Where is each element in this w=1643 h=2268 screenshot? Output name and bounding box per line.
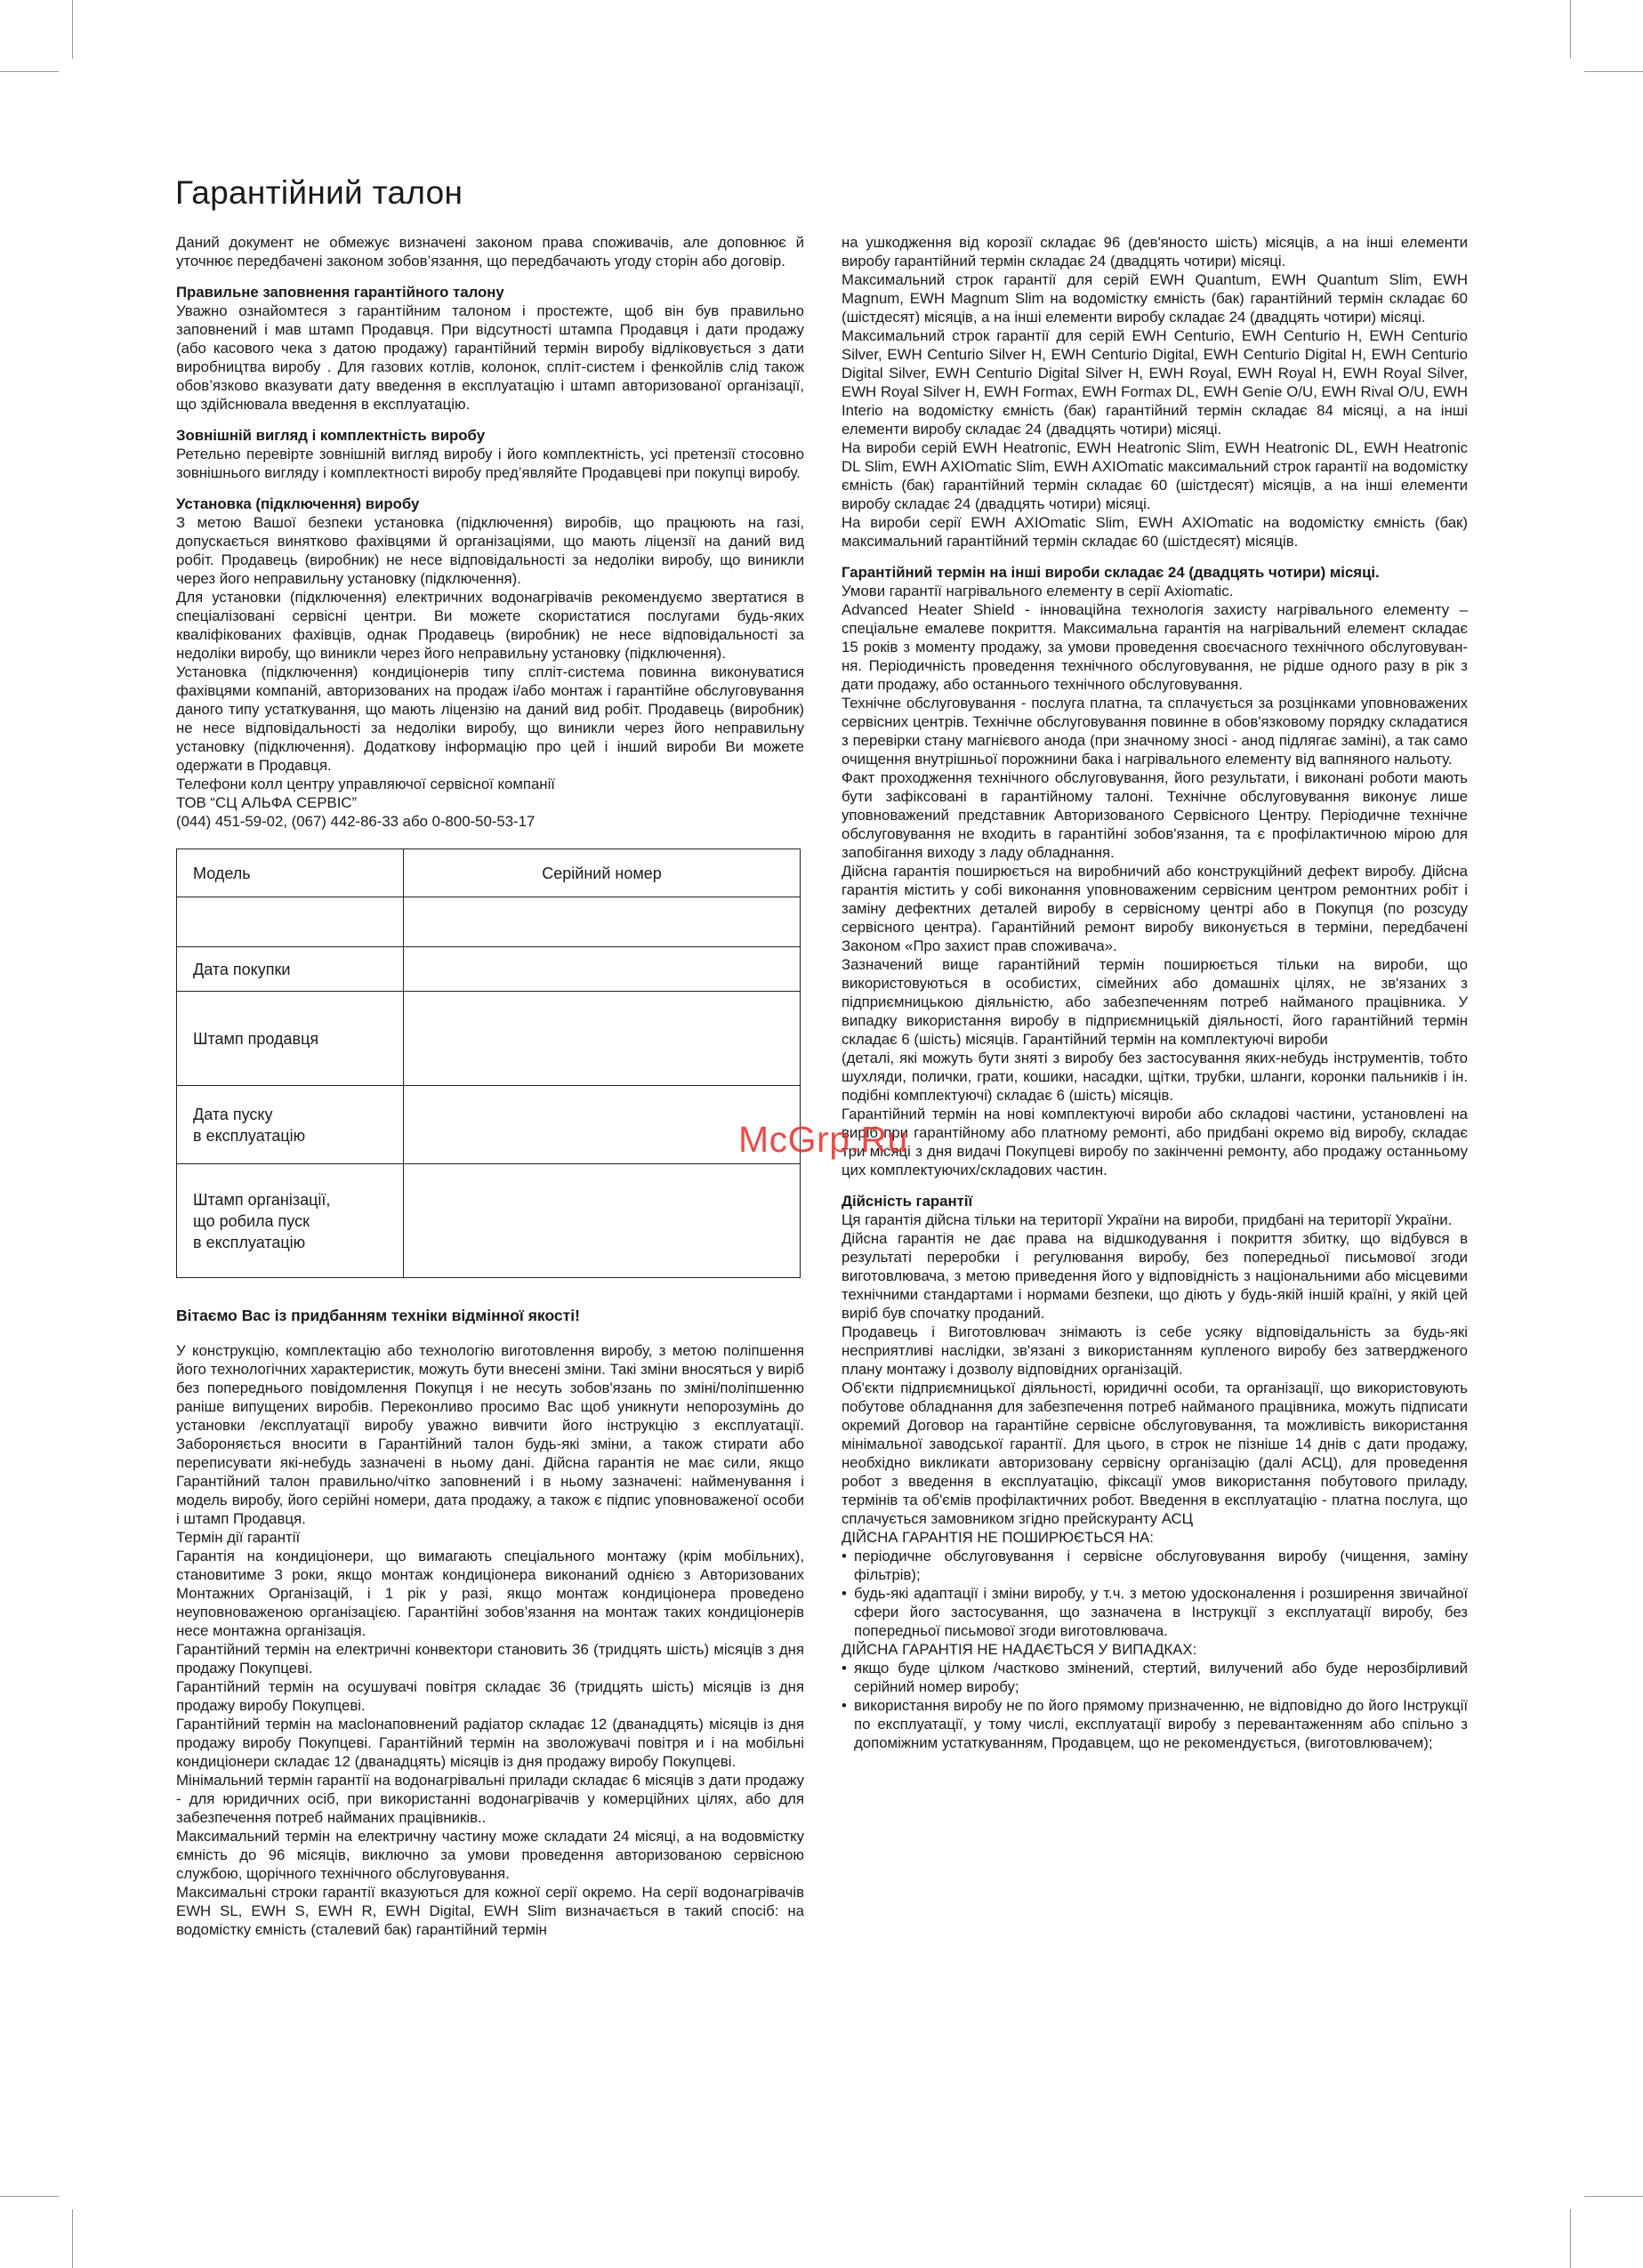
paragraph: У конструкцію, комплектацію або технологію виготовлення виробу, з метою поліпшення його технологічних характеристик, можуть бути внесені зміни. Такі зміни вносяться у виріб без попереднього повідомлення Покупця і не несуть зобов'язань по зміні/поліпшенню раніше випущених виробів. Переконливо просимо Вас щоб уникнути непорозумінь до установки /експлуатації виробу уважно вивчити його інструкцію з експлуатації. Забороняється вносити в Гарантійний талон будь-які зміни, а також стирати або переписувати які-небудь зазначені в ньому дані. Дійсна гарантія не має сили, якщо Гарантійний талон правильно/чітко заповнений і в ньому зазначені: найменування і модель виробу, його серійні номери, дата продажу, а також є підпис уповноваженої особи і штамп Продавця. xyxy=(176,1342,804,1527)
phone-line: Телефони колл центру управляючої сервісної компанії xyxy=(176,776,555,792)
paragraph: Гарантійний термін на масlонаповнений радіатор складає 12 (дванадцять) місяців із дня продажу виробу Покупцеві. Гарантійний термін на зволожувачі повітря и і на мобільні кондиціонери складає 12 (дванадцять) місяців із дня продажу виробу Покупцеві. xyxy=(176,1716,804,1770)
paragraph: Ретельно перевірте зовнішній вигляд виробу і його комплектність, усі претензії стосовно зовнішнього вигляду і комплектності виробу пред’являйте Продавцеві при покупці виробу. xyxy=(176,446,804,481)
crop-mark xyxy=(0,71,59,72)
purchase-date-field[interactable] xyxy=(404,947,801,992)
section-heading: Установка (підключення) виробу xyxy=(176,495,420,512)
list-item: • будь-які адаптації і зміни виробу, у т.ч. з метою удосконалення і розширення звичайної сфери його застосування, що зазначена в Інструкції з експлуатації виробу, без попередньої письмової згоди виготовлювача. xyxy=(842,1584,1468,1640)
org-stamp-label-line: що робила пуск xyxy=(193,1211,310,1230)
section-heading: Дійсність гарантії xyxy=(842,1193,973,1210)
paragraph: Уважно ознайомтеся з гарантійним талоном і простежте, щоб він був правильно заповнений і мав штамп Продавця. При відсутності штампа Продавця і дати продажу (або касового чека з датою продажу) гарантійний термін виробу відліковується з дати виробництва виробу . Для газових котлів, колонок, спліт-систем і фенкойлів слід також обов’язково вказувати дату введення в експлуатацію і штамп авторизованої організації, що здійснювала введення в експлуатацію. xyxy=(176,302,804,413)
crop-mark xyxy=(72,2209,73,2268)
paragraph: на ушкодження від корозії складає 96 (дев'яносто шість) місяців, а на інші елементи виробу гарантійний термін складає 24 (двадцять чотири) місяці. xyxy=(842,234,1468,269)
paragraph: Гарантія на кондиціонери, що вимагають спеціального монтажу (крім мобільних), становитиме 3 роки, якщо монтаж кондиціонера виконаний однією з Авторизованих Монтажних Організацій, і 1 рік у разі, якщо монтаж кондиціонера проведено неуповноваженою організацією. Гарантійні зобов’язання на монтаж таких кондиціонерів несе монтажна організація. xyxy=(176,1548,804,1639)
paragraph: Об'єкти підприємницької діяльності, юридичні особи, та організації, що використовують побутове обладнання для забезпечення потреб найманого працівника, можуть підписати окремий Договор на гарантійне сервісне обслуговування, та можливість використання мінімальної заводської гарантії. Для цього, в строк не пізніше 14 днів с дати продажу, необхідно викликати авторизовану сервісну організацію (далі АСЦ), для проведення робот з введення в експлуатацію, фіксації умов використання побутового приладу, термінів та об'ємів профілактичних робот. Введення в експлуатацію - платна послуга, що сплачується замовником згідно прейскуранту АСЦ xyxy=(842,1379,1468,1527)
paragraph: На вироби серій EWH Heatronic, EWH Heatronic Slim, EWH Heatronic DL, EWH Heatronic DL Slim, EWH AXIOmatic Slim, EWH AXIOmatic максимальний строк гарантії на водомістку ємність (бак) гарантійний термін складає 60 (шістдесят) місяців, а на інші елементи виробу складає 24 (двадцять чотири) місяці. xyxy=(842,439,1468,512)
intro-paragraph: Даний документ не обмежує визначені законом права споживачів, але доповнює й уточнює передбачені законом зобов’язання, що передбачають угоду сторін або договір. xyxy=(176,234,804,269)
crop-mark xyxy=(1584,2196,1643,2197)
paragraph: Максимальний строк гарантії для серій EWH Centurio, EWH Centurio H, EWH Centurio Silver, EWH Centurio Silver H, EWH Centurio Digital, EWH Centurio Digital H, EWH Centurio Digital Silver, EWH Centurio Digital Silver H, EWH Royal, EWH Royal H, EWH Royal Silver, EWH Royal Silver H, EWH Formax, EWH Formax DL, EWH Genie O/U, EWH Rival O/U, EWH Interio на водомістку ємність (бак) гарантійний термін складає 84 місяці, а на інші елементи виробу складає 24 (двадцять чотири) місяці. xyxy=(842,327,1468,438)
section-heading: Правильне заповнення гарантійного талону xyxy=(176,284,504,301)
term-heading: Термін дії гарантії xyxy=(176,1529,301,1546)
paragraph: Максимальний термін на електричну частину може складати 24 місяці, а на водовмістку ємність до 96 місяців, виключно за умови проведення авторизованою сервісною службою, щорічного технічного обслуговування. xyxy=(176,1828,804,1882)
serial-label: Серійний номер xyxy=(404,849,801,897)
purchase-date-label: Дата покупки xyxy=(177,947,404,992)
paragraph: Умови гарантії нагрівального елементу в серії Axiomatic. xyxy=(842,583,1234,599)
page-title: Гарантійний талон xyxy=(175,174,463,211)
crop-mark xyxy=(1570,0,1571,59)
seller-stamp-field[interactable] xyxy=(404,992,801,1086)
paragraph: Зазначений вище гарантійний термін поширюється тільки на вироби, що використовуються в особистих, сімейних або домашніх цілях, не зв'язаних з підприємницькою діяльністю, або забезпеченням потреб найманого працівника. У випадку використання виробу в підприємницькій діяльності, його гарантійний термін складає 6 (шість) місяців. Гарантійний термін на комплектуючі вироби xyxy=(842,956,1468,1048)
paragraph: Гарантійний термін на осушувачі повітря складає 36 (тридцять шість) місяців із дня продажу виробу Покупцеві. xyxy=(176,1678,804,1714)
org-stamp-field[interactable] xyxy=(404,1164,801,1278)
paragraph: Advanced Heater Shield - інноваційна технологія захисту нагрівального елементу – спеціальне емалеве покриття. Максимальна гарантія на нагрівальний елемент складає 15 років з моменту продажу, за умови проведення своєчасного технічного обслуговуван- ня. Періодичність проведення технічного обслуговування, не рідше одного разу в рік з дати продажу, або останнього технічного обслуговування. xyxy=(842,601,1468,693)
paragraph: Гарантійний термін на електричні конвектори становить 36 (тридцять шість) місяців з дня продажу Покупцеві. xyxy=(176,1641,804,1677)
section-heading: Зовнішній вигляд і комплектність виробу xyxy=(176,427,486,444)
paragraph: Мінімальний термін гарантії на водонагрівальні прилади складає 6 місяців з дати продажу - для юридичних осіб, при використанні водонагрівачів у комерційних цілях, або для забезпечення потреб найманих працівників.. xyxy=(176,1772,804,1826)
not-given-list xyxy=(842,1659,1468,1752)
crop-mark xyxy=(0,2196,59,2197)
paragraph: Факт проходження технічного обслуговування, його результати, і виконані роботи мають бути зафіксовані в гарантійному талоні. Технічне обслуговування виконує лише уповноважений представник Авторизованого Сервісного Центру. Періодичне технічне обслуговування не входить в гарантійні зобов'язання, та є профілактичною мірою для запобігання виходу з ладу обладнання. xyxy=(842,769,1468,861)
paragraph: Максимальний строк гарантії для серій EWH Quantum, EWH Quantum Slim, EWH Magnum, EWH Magnum Slim на водомістку ємність (бак) гарантійний термін складає 60 (шістдесят) місяців, а на інші елементи виробу складає 24 (двадцять чотири) місяці. xyxy=(842,271,1468,326)
start-date-label-line: Дата пуску xyxy=(193,1105,273,1123)
org-stamp-label-line: в експлуатацію xyxy=(193,1233,306,1251)
paragraph: Установка (підключення) кондиціонерів типу спліт-система повинна виконуватися фахівцями компаній, авторизованих на продаж і/або монтаж і гарантійне обслуговування даного типу устаткування, що мають ліцензію на даний вид робіт. Продавець (виробник) не несе відповідальності за недоліки виробу, що виникли через його неправильну установку (підключення). Додаткову інформацію про цей і інший вироби Ви можете одержати в Продавця. xyxy=(176,664,804,774)
paragraph: Технічне обслуговування - послуга платна, та сплачується за розцінками уповноважених сервісних центрів. Технічне обслуговування повинне в обов'язковому порядку складатися з перевірки стану магнієвого анода (при значному зносі - анод підлягає заміні), а так само очищення внутрішньої порожнини бака і нагрівального елементу від вапняного нальоту. xyxy=(842,695,1468,768)
crop-mark xyxy=(1570,2209,1571,2268)
phone-numbers: (044) 451-59-02, (067) 442-86-33 або 0-800-50-53-17 xyxy=(176,813,536,830)
org-stamp-label-line: Штамп організації, xyxy=(193,1190,331,1209)
paragraph: Дійсна гарантія не дає права на відшкодування і покриття збитку, що відбувся в результаті переробки і регулювання виробу, без попередньої письмової згоди виготовлювача, з метою приведення його у відповідність з національними або місцевими технічними стандартами і нормами безпеки, що діють у будь-якій іншій країні, у якій цей виріб був спочатку проданий. xyxy=(842,1230,1468,1322)
paragraph: Максимальні строки гарантії вказуються для кожної серії окремо. На серії водонагрівачів EWH SL, EWH S, EWH R, EWH Digital, EWH Slim визначається в такий спосіб: на водомістку ємність (сталевий бак) гарантійний термін xyxy=(176,1884,804,1938)
list-item: • якщо буде цілком /частково змінений, стертий, вилучений або буде нерозбірливий серійний номер виробу; xyxy=(842,1659,1468,1696)
crop-mark xyxy=(1584,71,1643,72)
serial-field[interactable] xyxy=(404,897,801,947)
watermark: McGrp.Ru xyxy=(738,1119,908,1160)
paragraph: На вироби серії EWH AXIOmatic Slim, EWH AXIOmatic на водомістку ємність (бак) максимальний гарантійний термін складає 60 (шістдесят) місяців. xyxy=(842,514,1468,550)
model-label: Модель xyxy=(177,849,404,897)
crop-mark xyxy=(72,0,73,59)
paragraph: З метою Вашої безпеки установка (підключення) виробів, що працюють на газі, допускається винятково фахівцями й організаціями, що мають ліцензії на даний вид робіт. Продавець (виробник) не несе відповідальності за недоліки виробу, що виникли через його неправильну установку (підключення). xyxy=(176,514,804,587)
not-covered-list xyxy=(842,1547,1468,1640)
paragraph: Гарантійний термін на нові комплектуючі вироби або складові частини, установлені на виріб при гарантійному або платному ремонті, або придбані окремо від виробу, складає три місяці з дня видачі Покупцеві виробу по закінченні ремонту, або продажу останньому цих комплектуючих/складових частин. xyxy=(842,1106,1468,1178)
list-item: • періодичне обслуговування і сервісне обслуговування виробу (чищення, заміну фільтрів); xyxy=(842,1547,1468,1584)
warranty-form xyxy=(176,848,801,1278)
model-field[interactable] xyxy=(177,897,404,947)
paragraph: Продавець і Виготовлювач знімають із себе усяку відповідальність за будь-які несприятливі наслідки, зв'язані з використанням купленого виробу без затвердженого плану монтажу і дозволу відповідних організацій. xyxy=(842,1323,1468,1378)
paragraph: Для установки (підключення) електричних водонагрівачів рекомендуємо звертатися в спеціалізовані сервісні центри. Ви можете скористатися послугами будь-яких кваліфікованих фахівців, однак Продавець (виробник) не несе відповідальності за недоліки виробу, що виникли через його неправильну установку (підключення). xyxy=(176,589,804,662)
left-column xyxy=(176,233,804,1939)
org-stamp-label xyxy=(177,1164,404,1278)
section-heading: Гарантійний термін на інші вироби складає 24 (двадцять чотири) місяці. xyxy=(842,564,1380,581)
start-date-label xyxy=(177,1086,404,1164)
start-date-label-line: в експлуатацію xyxy=(193,1126,306,1145)
right-column xyxy=(842,233,1468,1752)
welcome-heading: Вітаємо Вас із придбанням техніки відмінної якості! xyxy=(176,1307,580,1324)
paragraph: Ця гарантія дійсна тільки на території України на вироби, придбані на території України. xyxy=(842,1211,1453,1228)
list-heading: ДІЙСНА ГАРАНТІЯ НЕ НАДАЄТЬСЯ У ВИПАДКАХ: xyxy=(842,1641,1197,1658)
company-name: ТОВ “СЦ АЛЬФА СЕРВІС” xyxy=(176,794,358,811)
paragraph: (деталі, які можуть бути зняті з виробу без застосування яких-небудь інструментів, тобто шухляди, полички, грати, кошики, насадки, щітки, трубки, шланги, коронки пальників і ін. подібні комплектуючі) складає 6 (шість) місяців. xyxy=(842,1050,1468,1104)
list-item: • використання виробу не по його прямому призначенню, не відповідно до його Інструкції по експлуатації, у тому числі, експлуатації виробу з перевантаженням або спільно з допоміжним устаткуванням, Продавцем, що не рекомендується, (виготовлювачем); xyxy=(842,1696,1468,1752)
seller-stamp-label: Штамп продавця xyxy=(177,992,404,1086)
paragraph: Дійсна гарантія поширюється на виробничий або конструкційний дефект виробу. Дійсна гарантія містить у собі виконання уповноваженим сервісним центром ремонтних робіт і заміну дефектних деталей виробу в сервісному центрі або в Покупця (по розсуду сервісного центра). Гарантійний ремонт виробу виконується в терміни, передбачені Законом «Про захист прав споживача». xyxy=(842,863,1468,954)
list-heading: ДІЙСНА ГАРАНТІЯ НЕ ПОШИРЮЄТЬСЯ НА: xyxy=(842,1529,1154,1546)
